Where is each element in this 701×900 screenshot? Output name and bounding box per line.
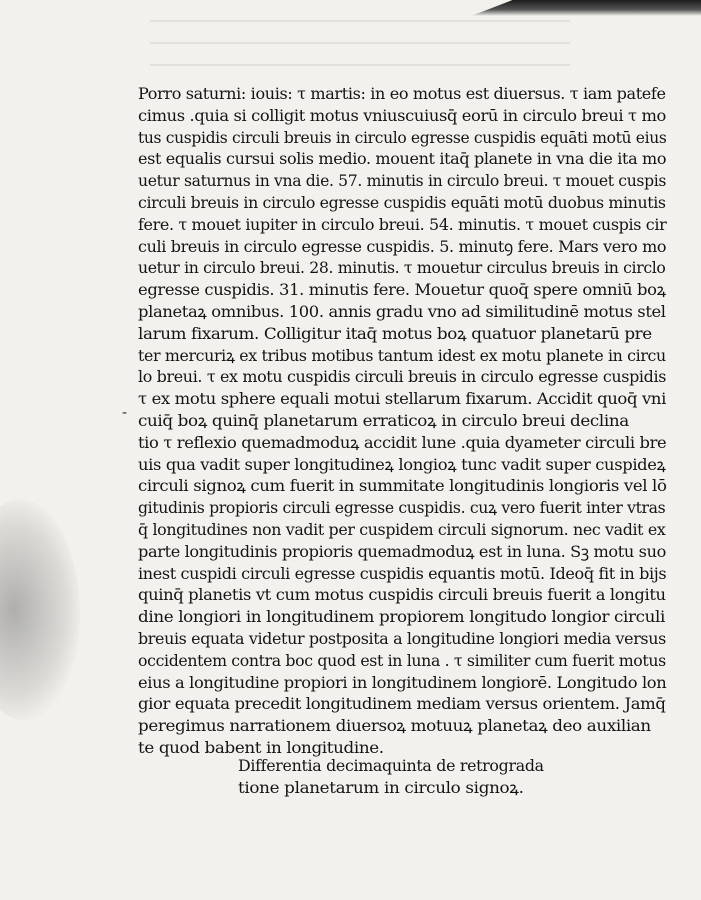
heading-line: tione planetarum in circulo signoꝝ. (238, 778, 524, 797)
text-line: Porro saturni: iouis: τ martis: in eo motus est diuersus. τ iam patefe (138, 85, 666, 103)
text-line: τ ex motu sphere equali motui stellarum fixarum. Accidit quoq̄ vni (138, 390, 666, 409)
text-line: inest cuspidi circuli egresse cuspidis equantis motū. Ideoq̄ fit in bijs (138, 564, 667, 583)
text-line: lo breui. τ ex motu cuspidis circuli breuis in circulo egresse cuspidis (138, 368, 667, 387)
bleed-through-text (150, 20, 570, 80)
water-stain (0, 500, 80, 720)
margin-tick-mark: - (122, 403, 128, 421)
text-line: gior equata precedit longitudinem mediam versus orientem. Jamq̄ (138, 695, 666, 714)
text-line: est equalis cursui solis medio. mouent itaq̄ planete in vna die ita mo (138, 150, 667, 169)
text-line: parte longitudinis propioris quemadmoduꝝ est in luna. Sꝫ motu suo (138, 542, 666, 561)
heading-line: Differentia decimaquinta de retrograda (238, 757, 544, 775)
text-line: planetaꝝ omnibus. 100. annis gradu vno ad similitudinē motus stel (138, 302, 666, 321)
text-line: uis qua vadit super longitudineꝝ longioꝝ tunc vadit super cuspideꝝ (138, 455, 666, 474)
text-line: culi breuis in circulo egresse cuspidis. 5. minutꝯ fere. Mars vero mo (138, 237, 667, 256)
text-line: fere. τ mouet iupiter in circulo breui. 54. minutis. τ mouet cuspis cir (138, 215, 667, 234)
text-line: ter mercuriꝝ ex tribus motibus tantum idest ex motu planete in circu (138, 346, 666, 365)
text-line: te quod babent in longitudine. (138, 738, 384, 757)
section-heading (238, 756, 558, 800)
text-line: cuiq̄ boꝝ quinq̄ planetarum erraticoꝝ in circulo breui declina (138, 411, 629, 430)
text-line: egresse cuspidis. 31. minutis fere. Mouetur quoq̄ spere omniū boꝝ (138, 281, 666, 300)
text-line: uetur saturnus in vna die. 57. minutis in circulo breui. τ mouet cuspis (138, 172, 667, 191)
text-line: peregimus narrationem diuersoꝝ motuuꝝ planetaꝝ deo auxilian (138, 717, 651, 736)
text-line: cimus .quia si colligit motus vniuscuiusq̄ eorū in circulo breui τ mo (138, 106, 666, 125)
text-line: larum fixarum. Colligitur itaq̄ motus boꝝ quatuor planetarū pre (138, 324, 652, 343)
text-line: eius a longitudine propiori in longitudinem longiorē. Longitudo lon (138, 673, 667, 692)
text-line: breuis equata videtur postposita a longitudine longiori media versus (138, 629, 666, 648)
text-line: tio τ reflexio quemadmoduꝝ accidit lune .quia dyameter circuli bre (138, 433, 667, 452)
text-line: dine longiori in longitudinem propiorem longitudo longior circuli (138, 608, 665, 627)
main-text-block (138, 84, 673, 760)
text-line: occidentem contra boc quod est in luna . τ similiter cum fuerit motus (138, 651, 666, 670)
text-line: uetur in circulo breui. 28. minutis. τ mouetur circulus breuis in circlo (138, 259, 666, 278)
scanner-edge-shadow (471, 0, 701, 16)
text-line: gitudinis propioris circuli egresse cuspidis. cuꝝ vero fuerit inter vtras (138, 499, 666, 518)
text-line: circuli signoꝝ cum fuerit in summitate longitudinis longioris vel lō (138, 477, 667, 496)
text-line: tus cuspidis circuli breuis in circulo egresse cuspidis equāti motū eius (138, 128, 667, 147)
text-line: circuli breuis in circulo egresse cuspidis equāti motū duobus minutis (138, 193, 666, 212)
text-line: quinq̄ planetis vt cum motus cuspidis circuli breuis fuerit a longitu (138, 586, 666, 605)
text-line: q̄ longitudines non vadit per cuspidem circuli signorum. nec vadit ex (138, 520, 666, 539)
